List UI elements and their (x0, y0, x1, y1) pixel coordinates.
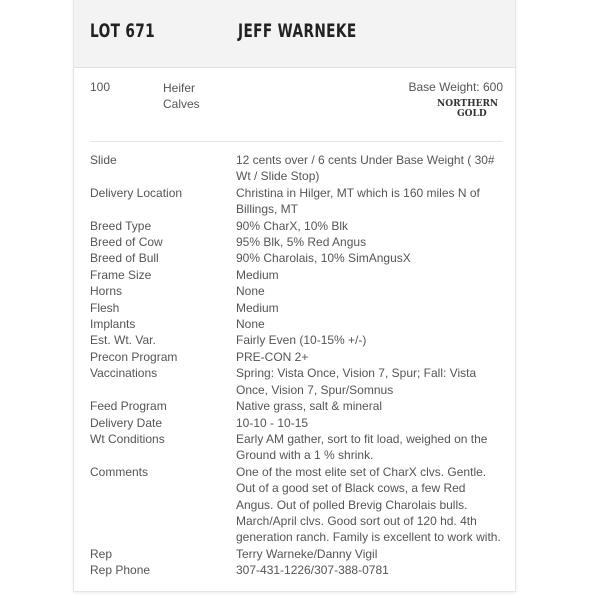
detail-row (90, 349, 510, 365)
detail-value: Medium (236, 267, 279, 282)
seller-name: JEFF WARNEKE (238, 20, 357, 42)
detail-label: Wt Conditions (90, 431, 165, 446)
detail-label: Precon Program (90, 349, 178, 364)
detail-row (90, 415, 510, 431)
logo-text-northern: NORTHERN (437, 99, 499, 109)
detail-row (90, 267, 510, 283)
detail-label: Flesh (90, 300, 120, 315)
detail-value: PRE-CON 2+ (236, 349, 309, 364)
detail-value: Christina in Hilger, MT which is 160 miles N of Billings, MT (236, 185, 480, 217)
detail-label: Comments (90, 464, 149, 479)
detail-label: Rep Phone (90, 563, 151, 578)
northern-gold-logo (433, 96, 503, 118)
detail-label: Est. Wt. Var. (90, 333, 156, 348)
lot-number: LOT 671 (90, 20, 156, 42)
detail-row (90, 316, 510, 332)
detail-label: Breed of Cow (90, 235, 163, 250)
detail-value: None (236, 284, 265, 299)
detail-label: Implants (90, 317, 136, 332)
detail-label: Breed of Bull (90, 251, 159, 266)
logo-text-gold: GOLD (457, 109, 487, 118)
detail-label: Rep (90, 546, 113, 561)
detail-row (90, 234, 510, 250)
detail-row (90, 218, 510, 234)
detail-value: Medium (236, 300, 279, 315)
detail-row (90, 562, 510, 578)
detail-value: Terry Warneke/Danny Vigil (236, 546, 378, 561)
detail-value: 307-431-1226/307-388-0781 (236, 563, 389, 578)
detail-value: Early AM gather, sort to fit load, weighed on the Ground with a 1 % shrink. (236, 431, 488, 463)
detail-label: Slide (90, 153, 117, 167)
detail-row (90, 283, 510, 299)
lot-card (73, 0, 516, 592)
detail-row (90, 185, 510, 218)
cattle-class-line1: Heifer (163, 81, 196, 95)
detail-label: Horns (90, 284, 123, 299)
detail-value: Native grass, salt & mineral (236, 399, 383, 414)
detail-label: Vaccinations (90, 366, 158, 381)
detail-label: Frame Size (90, 267, 152, 282)
detail-value: Spring: Vista Once, Vision 7, Spur; Fall: Vista Once, Vision 7, Spur/Somnus (236, 366, 477, 397)
detail-label: Delivery Date (90, 415, 163, 430)
detail-row (90, 365, 510, 398)
detail-value: 90% Charolais, 10% SimAngusX (236, 251, 411, 266)
detail-row (90, 152, 510, 185)
detail-value: Fairly Even (10-15% +/-) (236, 333, 367, 348)
detail-value: 90% CharX, 10% Blk (236, 218, 349, 233)
detail-row (90, 431, 510, 464)
cattle-class (163, 80, 223, 112)
cattle-class-line2: Calves (163, 97, 200, 111)
lot-details (90, 152, 510, 579)
detail-row (90, 464, 510, 546)
base-weight: Base Weight: 600 (408, 80, 503, 94)
detail-value: None (236, 317, 265, 332)
detail-label: Breed Type (90, 218, 152, 233)
detail-value: One of the most elite set of CharX clvs. Gentle. Out of a good set of Black cows, a few Red Angus. Out of polled Brevig Charolais bulls. March/April clvs. Good sort out of 120 hd. 4th generation ranch. Family is excellent to work with. (236, 464, 501, 545)
detail-row (90, 398, 510, 414)
detail-value: 10-10 - 10-15 (236, 415, 309, 430)
detail-label: Feed Program (90, 399, 167, 414)
lot-header (74, 0, 515, 68)
detail-row (90, 300, 510, 316)
detail-row (90, 546, 510, 562)
detail-label: Delivery Location (90, 185, 183, 200)
head-count: 100 (90, 80, 111, 94)
section-divider (90, 141, 503, 142)
detail-value: 12 cents over / 6 cents Under Base Weight ( 30# Wt / Slide Stop) (236, 153, 495, 184)
lot-summary (74, 68, 515, 140)
detail-row (90, 332, 510, 348)
detail-row (90, 250, 510, 266)
detail-value: 95% Blk, 5% Red Angus (236, 235, 367, 250)
